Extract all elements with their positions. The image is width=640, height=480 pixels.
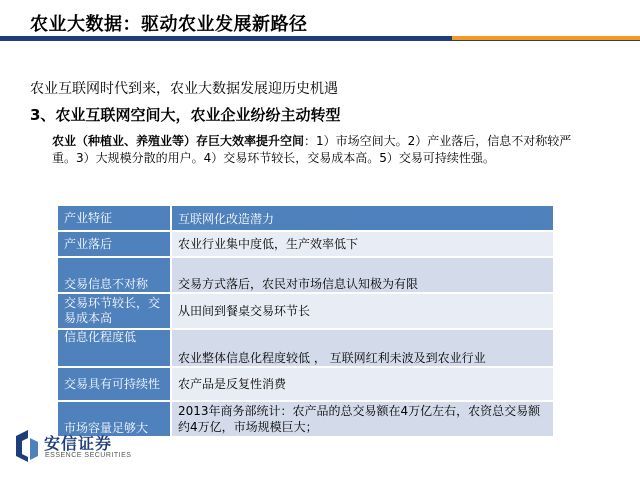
table-key-cell: 交易环节较长，交易成本高: [58, 293, 171, 329]
table-key-cell: 产业落后: [58, 231, 171, 257]
slide-title: 农业大数据：驱动农业发展新路径: [30, 14, 308, 35]
intro-paragraph: [52, 133, 582, 167]
table-value-cell: 农业行业集中度低，生产效率低下: [171, 231, 553, 257]
table-row: [58, 231, 553, 257]
table-key-cell: 市场容量足够大: [58, 401, 171, 437]
intro-bold: 农业（种植业、养殖业等）存巨大效率提升空间: [52, 134, 305, 148]
table-header-row: [58, 206, 553, 231]
table-header-cell: 产业特征: [58, 206, 171, 231]
table-value-cell: 2013年商务部统计：农产品的总交易额在4万亿左右，农资总交易额约4万亿，市场规模巨大；: [171, 401, 553, 437]
logo-name-cn: 安信证券: [44, 434, 113, 453]
features-table: [58, 206, 553, 438]
table-key-cell: 交易信息不对称: [58, 257, 171, 293]
intro-text: ：1）市场空间大。2）产业落后，信息不对称较严重。3）大规模分散的用户。4）交易环节较长，交易成本高。5）交易可持续性强。: [52, 134, 572, 165]
table-header-cell: 互联网化改造潜力: [171, 206, 553, 231]
table-key-cell: 交易具有可持续性: [58, 367, 171, 401]
table-row: [58, 367, 553, 401]
title-rule: [0, 40, 640, 41]
table-value-cell: 交易方式落后，农民对市场信息认知极为有限: [171, 257, 553, 293]
essence-logo-icon: [14, 428, 40, 464]
subtitle: 农业互联网时代到来，农业大数据发展迎历史机遇: [30, 81, 338, 97]
table-value-cell: 农产品是反复性消费: [171, 367, 553, 401]
table-value-cell: 农业整体信息化程度较低 ， 互联网红利未波及到农业行业: [171, 329, 553, 367]
company-logo: [14, 428, 144, 474]
table-row: [58, 257, 553, 293]
table-value-cell: 从田间到餐桌交易环节长: [171, 293, 553, 329]
logo-name-en: ESSENCE SECURITIES: [45, 452, 132, 459]
table-row: [58, 329, 553, 367]
table-row: [58, 293, 553, 329]
table-key-cell: 信息化程度低: [58, 329, 171, 367]
section-heading: 3、农业互联网空间大，农业企业纷纷主动转型: [30, 106, 341, 124]
